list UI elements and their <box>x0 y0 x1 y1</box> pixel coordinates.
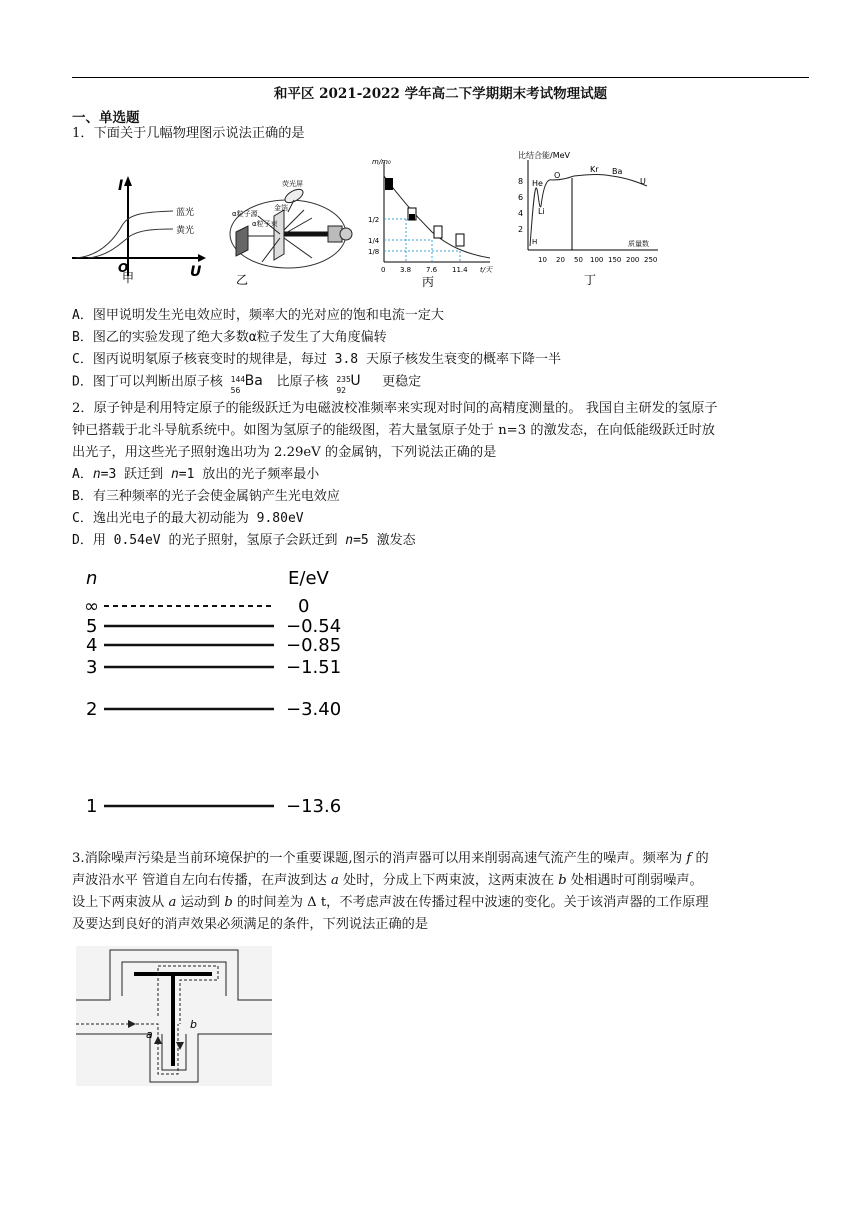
decay-curve <box>384 176 490 258</box>
ding-ytick-3: 4 <box>518 209 524 218</box>
q1-option-b: B．图乙的实验发现了绝大多数α粒子发生了大角度偏转 <box>72 330 387 345</box>
q1-option-c: C．图丙说明氡原子核衰变时的规律是，每过 3.8 天原子核发生衰变的概率下降一半 <box>72 352 561 367</box>
ding-xtick-2: 20 <box>556 256 565 264</box>
diagram-col-e: E/eV <box>288 568 329 589</box>
nuclide-u <box>336 373 374 395</box>
level-e-4: −0.85 <box>286 635 342 656</box>
jia-curve1-label: 蓝光 <box>176 208 195 218</box>
bing-xtick-3: 7.6 <box>426 266 438 274</box>
level-e-3: −1.51 <box>286 657 342 678</box>
bing-caption: 丙 <box>422 275 435 289</box>
curve-blue <box>76 211 173 258</box>
q2-option-b: B．有三种频率的光子会使金属钠产生光电效应 <box>72 489 340 504</box>
ding-label-h: H <box>532 238 538 246</box>
nuclide-ba-symbol: Ba <box>244 373 263 389</box>
ding-xtick-4: 100 <box>590 256 604 264</box>
q1-option-d <box>72 373 422 395</box>
ding-label-u: U <box>640 177 646 186</box>
q2-option-a-n1: n <box>92 467 101 482</box>
ding-xtick-6: 200 <box>626 256 640 264</box>
muffler-label-b: b <box>190 1018 197 1031</box>
q3-l1-f: f <box>686 851 692 866</box>
ding-xlabel: 质量数 <box>628 240 649 248</box>
curve-yellow <box>88 229 173 258</box>
q3-l1-end: 的 <box>695 851 709 866</box>
ding-ytick-4: 2 <box>518 225 524 234</box>
ding-xtick-7: 250 <box>644 256 658 264</box>
ding-label-ba: Ba <box>612 167 623 176</box>
q3-l2-b: b <box>558 873 567 888</box>
level-n-1: 1 <box>86 796 98 817</box>
q3-stem-line1 <box>72 850 812 867</box>
q2-option-a-n2: n <box>170 467 179 482</box>
jia-curve2-label: 黄光 <box>176 226 195 236</box>
bing-ylabel: m/m₀ <box>372 158 391 166</box>
q2-option-c: C．逸出光电子的最大初动能为 9.80eV <box>72 511 304 526</box>
jia-xlabel: U <box>190 264 202 280</box>
nuclide-u-symbol: U <box>350 373 361 389</box>
header-rule <box>72 77 809 78</box>
section-heading: 一、单选题 <box>72 110 140 126</box>
bing-ytick-1: 1/2 <box>368 216 380 224</box>
ding-xtick-3: 50 <box>574 256 583 264</box>
ding-xtick-5: 150 <box>608 256 622 264</box>
jia-ylabel: I <box>118 178 124 194</box>
yi-caption: 乙 <box>236 273 249 287</box>
ding-label-li: Li <box>538 207 545 216</box>
figure-yi <box>222 172 362 290</box>
figure-jia <box>68 172 208 284</box>
q2-stem-line2: 钟已搭载于北斗导航系统中。如图为氢原子的能级图，若大量氢原子处于 n=3 的激发态，在向低能级跃迁时放 <box>72 423 715 438</box>
level-n-5: 5 <box>86 616 98 637</box>
figure-bing <box>368 156 500 290</box>
yi-label-beam: α粒子束 <box>252 220 278 228</box>
level-n-inf: ∞ <box>84 596 99 617</box>
q1-stem: 1．下面关于几幅物理图示说法正确的是 <box>72 126 305 141</box>
q1-option-d-mid: 比原子核 <box>276 374 329 390</box>
q3-l3-text3: 的时间差为 Δ t，不考虑声波在传播过程中波速的变化。关于该消声器的工作原理 <box>237 895 709 910</box>
yi-label-screen: 荧光屏 <box>282 180 303 188</box>
jia-caption: 甲 <box>122 271 135 284</box>
exam-title: 和平区 2021-2022 学年高二下学期期末考试物理试题 <box>273 86 608 102</box>
q2-stem-line3: 出光子，用这些光子照射逸出功为 2.29eV 的金属钠，下列说法正确的是 <box>72 445 497 460</box>
q2-option-d <box>72 532 416 549</box>
q3-l3-text2: 运动到 <box>180 895 221 910</box>
energy-level-diagram <box>80 560 350 822</box>
bing-xtick-2: 3.8 <box>400 266 412 274</box>
ding-xtick-1: 10 <box>538 256 547 264</box>
q3-l3-a: a <box>168 895 177 910</box>
nuclide-ba <box>230 373 269 395</box>
q2-option-d-text1: D．用 0.54eV 的光子照射，氢原子会跃迁到 <box>72 533 338 548</box>
q2-option-d-text2: =5 激发态 <box>353 533 416 548</box>
nuclide-u-z: 92 <box>336 386 346 395</box>
q3-l3-b: b <box>224 895 233 910</box>
q2-stem-line1: 2．原子钟是利用特定原子的能级跃迁为电磁波校准频率来实现对时间的高精度测量的。 我国自主研发的氢原子 <box>72 401 718 416</box>
level-n-4: 4 <box>86 635 98 656</box>
ding-ytick-2: 6 <box>518 193 524 202</box>
ding-label-o: O <box>554 171 561 180</box>
q3-stem-line2 <box>72 872 812 889</box>
yi-label-source: α粒子源 <box>232 210 258 218</box>
jia-origin: O <box>118 261 129 275</box>
level-e-inf: 0 <box>298 596 310 617</box>
nuclide-u-mass: 235 <box>336 375 351 384</box>
bing-xtick-4: 11.4 <box>452 266 468 274</box>
q3-l3-text1: 设上下两束波从 <box>72 895 165 910</box>
diagram-col-n: n <box>86 568 98 589</box>
bing-ytick-2: 1/4 <box>368 237 380 245</box>
q2-option-a-text1: A． <box>72 467 93 482</box>
q3-l2-text1: 声波沿水平 管道自左向右传播，在声波到达 <box>72 873 327 888</box>
q3-l1-text: 3.消除噪声污染是当前环境保护的一个重要课题,图示的消声器可以用来削弱高速气流产生的噪声。频率为 <box>72 851 683 866</box>
ding-label-kr: Kr <box>590 165 599 174</box>
level-n-2: 2 <box>86 699 98 720</box>
muffler-figure <box>76 946 272 1086</box>
q3-stem-line3 <box>72 894 812 911</box>
bing-xtick-1: 0 <box>381 266 386 274</box>
q3-stem-line4: 及要达到良好的消声效果必须满足的条件，下列说法正确的是 <box>72 917 429 932</box>
level-e-5: −0.54 <box>286 616 342 637</box>
q2-option-a-text3: =1 放出的光子频率最小 <box>178 467 320 482</box>
ding-label-he: He <box>532 179 543 188</box>
nuclide-ba-z: 56 <box>230 386 241 395</box>
ding-ylabel: 比结合能/MeV <box>518 151 570 160</box>
q2-option-a-text2: =3 跃迁到 <box>100 467 164 482</box>
ding-caption: 丁 <box>584 273 597 287</box>
q2-option-a <box>72 466 319 483</box>
nuclide-ba-mass: 144 <box>230 375 246 384</box>
q3-l2-text2: 处时，分成上下两束波，这两束波在 <box>343 873 555 888</box>
q1-option-d-post: 更稳定 <box>382 374 422 390</box>
bing-ytick-3: 1/8 <box>368 248 380 256</box>
muffler-label-a: a <box>146 1028 153 1041</box>
level-e-1: −13.6 <box>286 796 342 817</box>
yi-label-foil: 金箔 <box>274 204 288 212</box>
figure-ding <box>512 150 662 290</box>
q1-option-d-pre: D．图丁可以判断出原子核 <box>72 374 223 390</box>
level-e-2: −3.40 <box>286 699 342 720</box>
bing-xlabel: t/天 <box>480 266 493 274</box>
q1-option-a: A．图甲说明发生光电效应时，频率大的光对应的饱和电流一定大 <box>72 308 444 323</box>
ding-ytick-1: 8 <box>518 177 524 186</box>
level-n-3: 3 <box>86 657 98 678</box>
binding-curve <box>530 175 647 247</box>
q2-option-d-n: n <box>345 533 354 548</box>
q3-l2-a: a <box>330 873 339 888</box>
q3-l2-text3: 处相遇时可削弱噪声。 <box>570 873 703 888</box>
